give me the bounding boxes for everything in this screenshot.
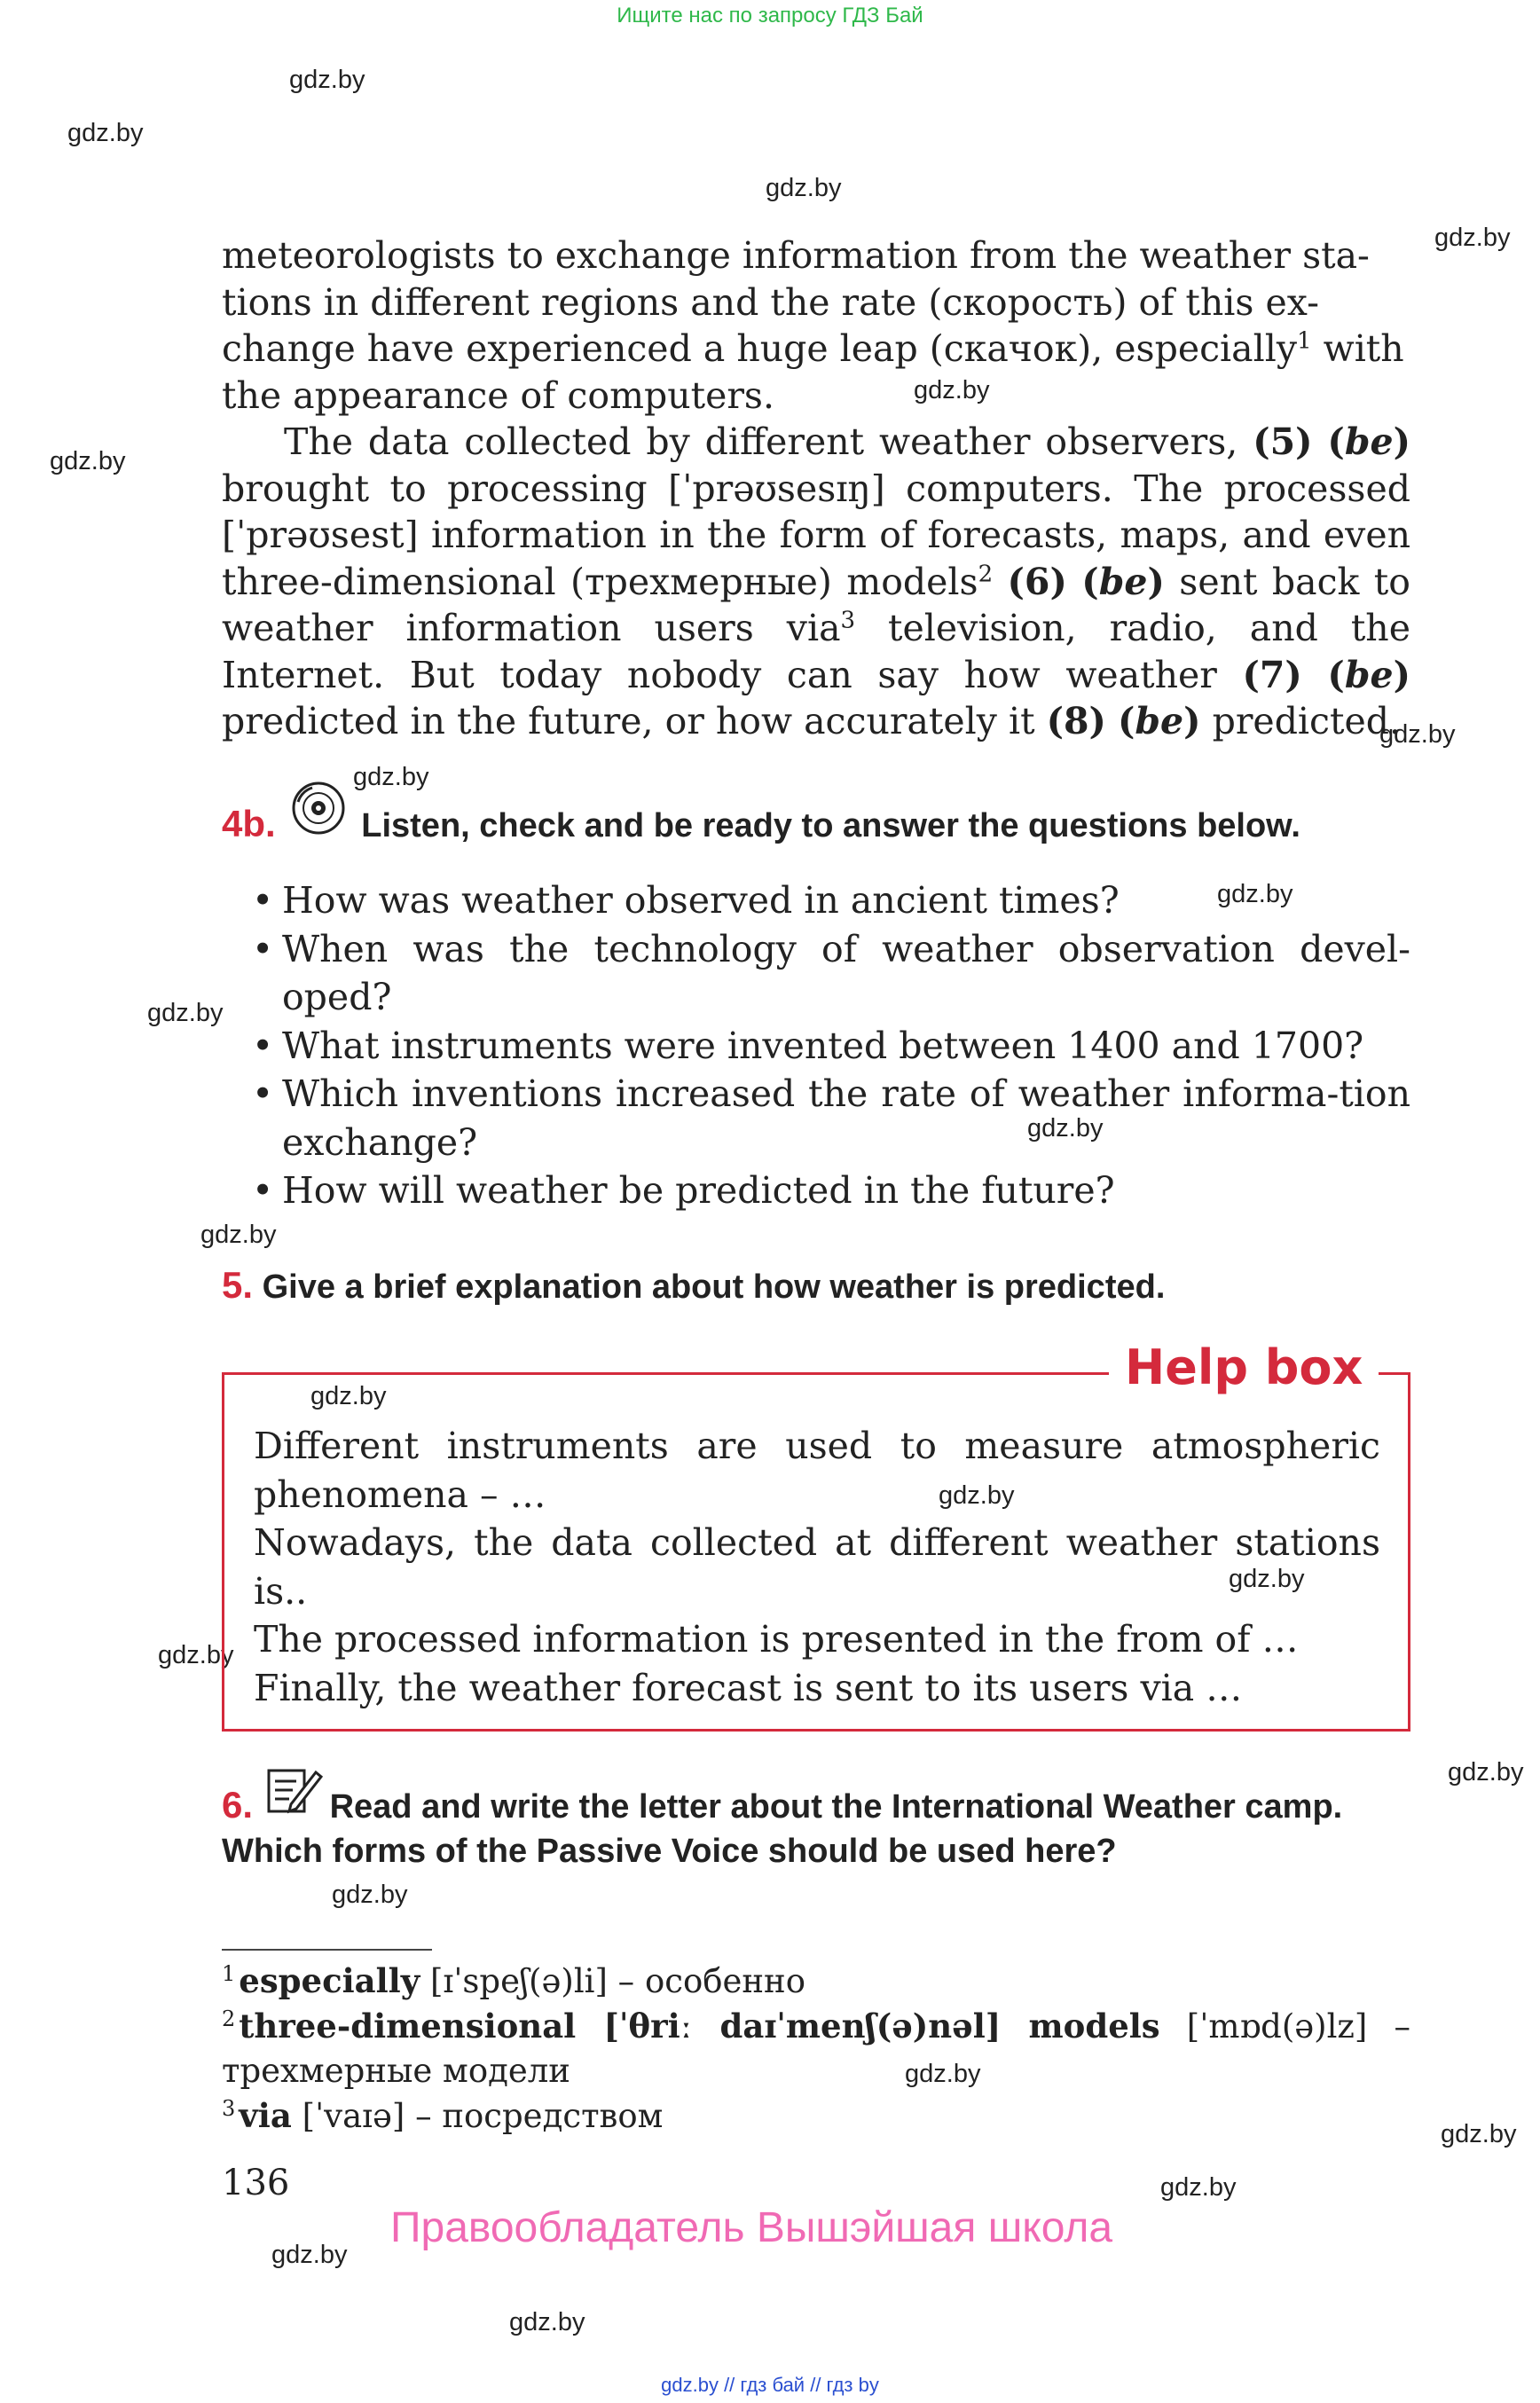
watermark: gdz.by — [147, 999, 224, 1027]
text-line: the appearance of computers. — [222, 373, 775, 417]
text: with — [1311, 327, 1404, 370]
footnote — [222, 2093, 1410, 2139]
footnote-ref: 3 — [840, 607, 856, 634]
watermark: gdz.by — [271, 2241, 348, 2269]
text: sent back to weather information users via — [222, 560, 1410, 649]
text: The data collected by different weather observers, — [284, 420, 1253, 463]
watermark: gdz.by — [1229, 1565, 1305, 1593]
list-item: • When was the technology of weather observation devel-oped? — [282, 925, 1410, 1022]
footnote-transcription: [ˈθriː daɪˈmenʃ(ə)nəl] — [576, 2006, 1029, 2046]
list-item: • What instruments were invented between 1400 and 1700? — [282, 1022, 1410, 1071]
watermark: gdz.by — [1434, 224, 1511, 252]
watermark: gdz.by — [1160, 2173, 1237, 2202]
task-instruction: Give a brief explanation about how weather is predicted. — [262, 1268, 1166, 1306]
page-number: 136 — [222, 2163, 290, 2203]
watermark: gdz.by — [158, 1641, 234, 1669]
task-4b — [222, 802, 1410, 848]
task-number: 6. — [222, 1784, 254, 1826]
footnote-number: 1 — [222, 1960, 236, 1986]
gap-number: (6) — [1007, 560, 1067, 603]
verb-hint-text: be — [1344, 420, 1394, 463]
watermark: gdz.by — [1027, 1114, 1104, 1143]
footnote — [222, 2004, 1410, 2093]
footnote-text: [ɪˈspeʃ(ə)li] – особенно — [420, 1962, 805, 2000]
paragraph-data-processing — [222, 419, 1410, 745]
task-instruction: Listen, check and be ready to answer the questions below. — [361, 807, 1300, 844]
watermark: gdz.by — [289, 66, 365, 94]
watermark: gdz.by — [310, 1382, 387, 1410]
watermark: gdz.by — [1217, 880, 1293, 908]
list-item: • How was weather observed in ancient times? — [282, 876, 1410, 925]
footnote-text: [ˈvaɪə] – посредством — [291, 2097, 664, 2135]
watermark: gdz.by — [67, 119, 144, 147]
watermark: gdz.by — [353, 763, 429, 791]
help-line: The processed information is presented in the from of … — [254, 1618, 1299, 1661]
task-number: 4b. — [222, 803, 276, 844]
watermark: gdz.by — [509, 2308, 585, 2336]
task-instruction: Read and write the letter about the International Weather camp. Which forms of the Passive Voice should be used here? — [222, 1788, 1343, 1870]
footnote-term: three-dimensional — [239, 2006, 577, 2046]
help-line: Nowadays, the data collected at different weather stations is.. — [254, 1521, 1380, 1613]
verb-hint: (be) — [1081, 560, 1165, 603]
help-line: Finally, the weather forecast is sent to its users via … — [254, 1666, 1243, 1709]
watermark: gdz.by — [1379, 720, 1456, 749]
list-item: • How will weather be predicted in the future? — [282, 1166, 1410, 1215]
watermark: gdz.by — [905, 2060, 981, 2088]
watermark: gdz.by — [914, 376, 990, 404]
help-box-content — [254, 1422, 1380, 1712]
watermark: gdz.by — [1441, 2120, 1517, 2148]
verb-hint-text: be — [1135, 700, 1184, 742]
watermark: gdz.by — [766, 174, 842, 202]
list-item: • Which inventions increased the rate of weather informa-tion exchange? — [282, 1070, 1410, 1166]
pencil-writing-icon[interactable] — [266, 1765, 325, 1815]
top-search-banner[interactable]: Ищите нас по запросу ГДЗ Бай — [617, 4, 923, 27]
copyright-notice: Правообладатель Вышэйшая школа — [390, 2204, 1113, 2251]
footnote-number: 2 — [222, 2006, 236, 2031]
footnote-term: especially — [239, 1961, 420, 2000]
verb-hint-text: be — [1098, 560, 1148, 603]
text-line — [222, 326, 1410, 373]
verb-hint: (be) — [1117, 700, 1201, 742]
paragraph-continuation — [222, 232, 1410, 419]
cd-disc-icon[interactable] — [291, 781, 346, 836]
footnote-divider — [222, 1949, 432, 1951]
text: brought to processing [ˈprəʊsesɪŋ] computers. The processed [ˈprəʊsest] information in the form of forecasts, maps, and even three-dimensional (трехмерные) models — [222, 467, 1410, 603]
help-box-title: Help box — [1109, 1339, 1379, 1395]
gap-number: (8) — [1046, 700, 1106, 742]
verb-hint: (be) — [1327, 653, 1410, 696]
watermark: gdz.by — [332, 1881, 408, 1909]
footnote-number: 3 — [222, 2095, 236, 2121]
watermark: gdz.by — [1448, 1758, 1524, 1787]
watermark: gdz.by — [50, 447, 126, 475]
text: change have experienced a huge leap (скачок), especially — [222, 327, 1298, 370]
verb-hint-text: be — [1344, 653, 1394, 696]
footnote — [222, 1959, 1410, 2004]
paragraph-body — [222, 419, 1410, 745]
gap-number: (5) — [1253, 420, 1313, 463]
bottom-links[interactable]: gdz.by // гдз бай // гдз by — [661, 2374, 879, 2396]
text-line: meteorologists to exchange information from the weather sta- — [222, 234, 1370, 277]
footnote-ref: 2 — [978, 560, 994, 587]
footnote-text: [ˈmɒd(ə)lz] – трехмерные модели — [222, 2007, 1410, 2090]
footnotes — [222, 1959, 1410, 2139]
help-line: Different instruments are used to measure atmospheric phenomena – … — [254, 1425, 1380, 1516]
task-number: 5. — [222, 1264, 254, 1306]
verb-hint: (be) — [1327, 420, 1410, 463]
footnote-term: via — [239, 2096, 292, 2135]
footnote-ref: 1 — [1297, 327, 1312, 355]
text: television, radio, and the Internet. But today nobody can say how weather — [222, 607, 1410, 696]
text-line: tions in different regions and the rate (скорость) of this ex- — [222, 280, 1320, 324]
text: predicted. — [1200, 700, 1402, 742]
watermark: gdz.by — [200, 1221, 277, 1249]
text: predicted in the future, or how accurately it — [222, 700, 1047, 742]
footnote-term: models — [1028, 2006, 1160, 2046]
gap-number: (7) — [1242, 653, 1302, 696]
watermark: gdz.by — [939, 1481, 1015, 1510]
question-list — [282, 876, 1410, 1215]
task-5 — [222, 1263, 1410, 1309]
task-6 — [222, 1783, 1410, 1873]
